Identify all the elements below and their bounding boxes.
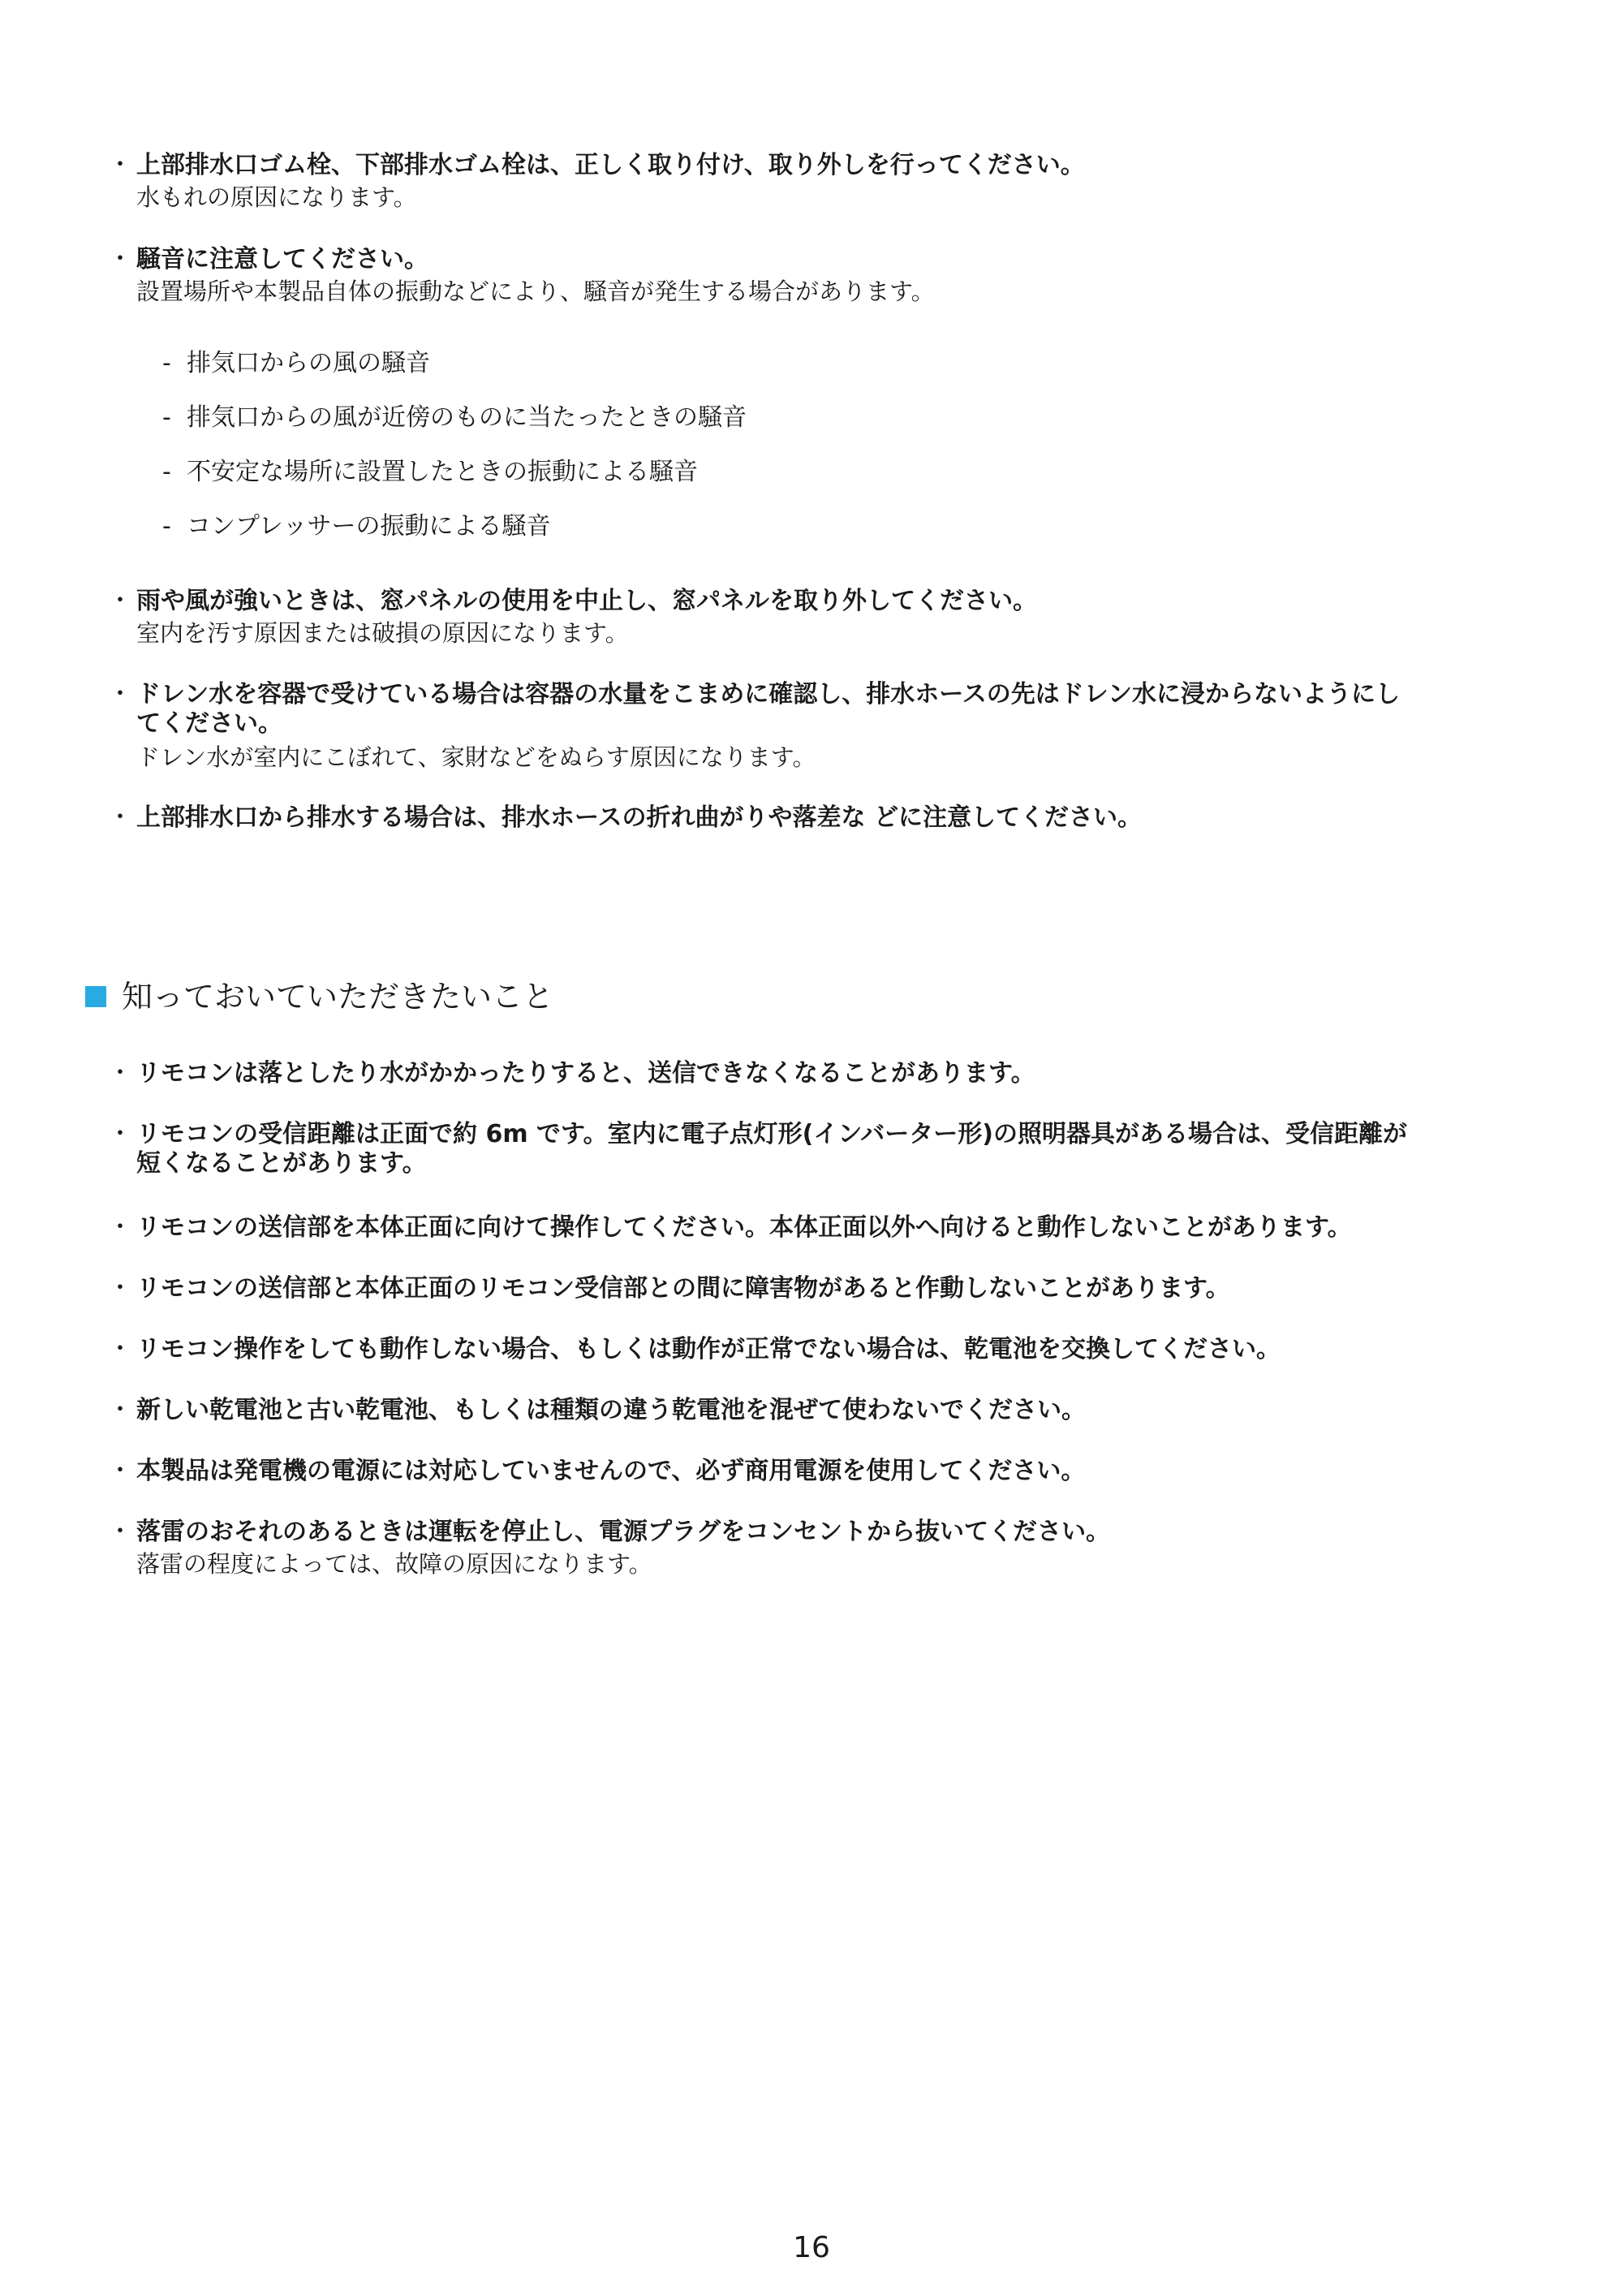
- caution-note: 設置場所や本製品自体の振動などにより、騒音が発生する場合があります。: [136, 278, 935, 305]
- caution-note: 水もれの原因になります。: [136, 183, 417, 211]
- bullet-marker: ・: [108, 680, 132, 709]
- info-lead: リモコンの送信部を本体正面に向けて操作してください。本体正面以外へ向けると動作しないことがあります。: [136, 1213, 1352, 1242]
- bullet-marker: ・: [108, 1059, 132, 1088]
- bullet-marker: ・: [108, 245, 132, 274]
- noise-subitem-text: 不安定な場所に設置したときの振動による騒音: [187, 458, 698, 486]
- dash-marker: -: [162, 458, 171, 486]
- dash-marker: -: [162, 512, 171, 541]
- bullet-marker: ・: [108, 1457, 132, 1485]
- caution-lead-line: ドレン水を容器で受けている場合は容器の水量をこまめに確認し、排水ホースの先はドレン水に浸からないようにし: [136, 680, 1400, 709]
- info-note: 落雷の程度によっては、故障の原因になります。: [136, 1550, 652, 1578]
- page-number: 16: [793, 2231, 830, 2264]
- noise-subitem-text: 排気口からの風の騒音: [187, 349, 430, 377]
- section-marker-icon: [85, 986, 106, 1007]
- caution-lead: [136, 680, 1548, 739]
- dash-marker: -: [162, 349, 171, 377]
- caution-lead: 上部排水口から排水する場合は、排水ホースの折れ曲がりや落差な どに注意してください。: [136, 803, 1142, 832]
- info-lead: リモコン操作をしても動作しない場合、もしくは動作が正常でない場合は、乾電池を交換してください。: [136, 1335, 1281, 1363]
- caution-note: ドレン水が室内にこぼれて、家財などをぬらす原因になります。: [136, 743, 816, 771]
- noise-subitem-text: コンプレッサーの振動による騒音: [187, 512, 551, 541]
- bullet-marker: ・: [108, 1213, 132, 1242]
- bullet-marker: ・: [108, 803, 132, 832]
- caution-lead: 雨や風が強いときは、窓パネルの使用を中止し、窓パネルを取り外してください。: [136, 587, 1037, 615]
- noise-subitem-text: 排気口からの風が近傍のものに当たったときの騒音: [187, 403, 747, 432]
- dash-marker: -: [162, 403, 171, 432]
- caution-lead-line: てください。: [136, 709, 282, 738]
- bullet-marker: ・: [108, 1335, 132, 1363]
- caution-note: 室内を汚す原因または破損の原因になります。: [136, 619, 629, 647]
- section-title: 知っておいていただきたいこと: [122, 979, 554, 1014]
- bullet-marker: ・: [108, 151, 132, 179]
- info-lead: 落雷のおそれのあるときは運転を停止し、電源プラグをコンセントから抜いてください。: [136, 1518, 1110, 1546]
- bullet-marker: ・: [108, 1396, 132, 1424]
- info-lead: リモコンは落としたり水がかかったりすると、送信できなくなることがあります。: [136, 1059, 1035, 1088]
- bullet-marker: ・: [108, 1518, 132, 1546]
- info-lead: 本製品は発電機の電源には対応していませんので、必ず商用電源を使用してください。: [136, 1457, 1086, 1485]
- caution-lead: 騒音に注意してください。: [136, 245, 428, 274]
- info-lead-line: 短くなることがあります。: [136, 1149, 427, 1178]
- bullet-marker: ・: [108, 1120, 132, 1148]
- caution-lead: 上部排水口ゴム栓、下部排水ゴム栓は、正しく取り付け、取り外しを行ってください。: [136, 151, 1085, 179]
- info-lead: [136, 1120, 1548, 1178]
- bullet-marker: ・: [108, 587, 132, 615]
- bullet-marker: ・: [108, 1274, 132, 1303]
- info-lead: リモコンの送信部と本体正面のリモコン受信部との間に障害物があると作動しないことがあります。: [136, 1274, 1230, 1303]
- info-lead-line: リモコンの受信距離は正面で約 6m です。室内に電子点灯形(インバーター形)の照明器具がある場合は、受信距離が: [136, 1120, 1407, 1148]
- info-lead: 新しい乾電池と古い乾電池、もしくは種類の違う乾電池を混ぜて使わないでください。: [136, 1396, 1086, 1424]
